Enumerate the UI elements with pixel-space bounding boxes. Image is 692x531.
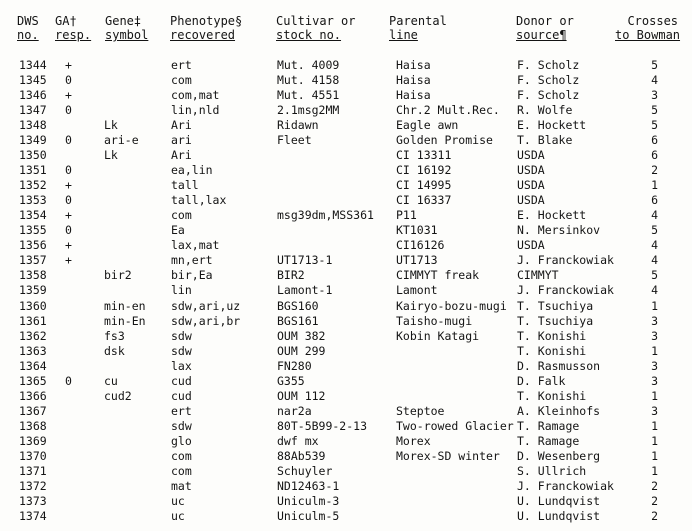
- crosses-count-cell: 1: [651, 298, 658, 313]
- parental-line-cell: Two-rowed Glacier: [396, 418, 514, 433]
- cultivar-stock-cell: G355: [277, 373, 305, 388]
- crosses-count-cell: 6: [651, 193, 658, 208]
- cultivar-stock-cell: Schuyler: [277, 463, 333, 478]
- parental-line-cell: Morex-SD winter: [396, 448, 500, 463]
- table-row: [0, 314, 692, 329]
- phenotype-cell: tall: [171, 178, 199, 193]
- cultivar-stock-cell: msg39dm,MSS361: [277, 208, 374, 223]
- header-gene-line2: symbol: [105, 28, 149, 42]
- phenotype-cell: Ari: [171, 118, 192, 133]
- cultivar-stock-cell: Uniculm-3: [277, 493, 340, 508]
- table-row: [0, 73, 692, 88]
- cultivar-stock-cell: 80T-5B99-2-13: [277, 418, 368, 433]
- phenotype-cell: mn,ert: [171, 253, 213, 268]
- parental-line-cell: Haisa: [396, 58, 431, 72]
- dws-number-cell: 1363: [19, 343, 47, 358]
- donor-source-cell: N. Mersinkov: [517, 223, 601, 238]
- phenotype-cell: tall,lax: [171, 193, 227, 208]
- phenotype-cell: uc: [171, 508, 185, 523]
- donor-source-cell: J. Franckowiak: [517, 478, 614, 493]
- cultivar-stock-cell: 88Ab539: [277, 448, 326, 463]
- table-row: [0, 404, 692, 419]
- phenotype-cell: sdw: [171, 328, 192, 343]
- phenotype-cell: cud: [171, 373, 192, 388]
- cultivar-stock-cell: 2.1msg2MM: [277, 103, 340, 118]
- table-row: [0, 449, 692, 464]
- donor-source-cell: F. Scholz: [517, 73, 580, 87]
- crosses-count-cell: 1: [651, 343, 658, 358]
- dws-number-cell: 1364: [19, 358, 47, 373]
- parental-line-cell: CI16126: [396, 238, 445, 253]
- header-gene-line1: Gene‡: [105, 14, 142, 28]
- crosses-count-cell: 5: [651, 103, 658, 118]
- crosses-count-cell: 5: [651, 223, 658, 238]
- ga-response-cell: +: [65, 238, 72, 253]
- table-row: [0, 118, 692, 133]
- ga-response-cell: +: [65, 208, 72, 223]
- donor-source-cell: CIMMYT: [517, 268, 559, 283]
- parental-line-cell: Morex: [396, 433, 431, 448]
- table-row: [0, 509, 692, 524]
- ga-response-cell: 0: [65, 73, 72, 87]
- gene-symbol-cell: cud2: [104, 388, 132, 403]
- crosses-count-cell: 2: [651, 493, 658, 508]
- cultivar-stock-cell: OUM 112: [277, 388, 326, 403]
- cultivar-stock-cell: Ridawn: [277, 118, 319, 133]
- crosses-count-cell: 1: [651, 433, 658, 448]
- phenotype-cell: uc: [171, 493, 185, 508]
- header-crosses-line1: Crosses: [627, 14, 679, 28]
- crosses-count-cell: 1: [651, 448, 658, 463]
- crosses-count-cell: 6: [651, 148, 658, 163]
- dws-number-cell: 1373: [19, 493, 47, 508]
- cultivar-stock-cell: Lamont-1: [277, 283, 333, 298]
- phenotype-cell: ea,lin: [171, 163, 213, 178]
- table-row: [0, 329, 692, 344]
- gene-symbol-cell: Lk: [104, 148, 118, 163]
- crosses-count-cell: 6: [651, 133, 658, 148]
- dws-number-cell: 1371: [19, 463, 47, 478]
- dws-number-cell: 1346: [19, 88, 47, 103]
- ga-response-cell: 0: [65, 103, 72, 118]
- cultivar-stock-cell: dwf mx: [277, 433, 319, 448]
- phenotype-cell: com: [171, 463, 192, 478]
- table-row: [0, 419, 692, 434]
- donor-source-cell: USDA: [517, 163, 545, 178]
- ga-response-cell: 0: [65, 193, 72, 208]
- crosses-count-cell: 3: [651, 88, 658, 103]
- ga-response-cell: 0: [65, 133, 72, 148]
- donor-source-cell: USDA: [517, 193, 545, 208]
- donor-source-cell: USDA: [517, 148, 545, 163]
- table-row: [0, 148, 692, 163]
- crosses-count-cell: 4: [651, 253, 658, 268]
- gene-symbol-cell: ari-e: [104, 133, 139, 148]
- dws-number-cell: 1354: [19, 208, 47, 223]
- phenotype-cell: lax,mat: [171, 238, 220, 253]
- parental-line-cell: CI 16337: [396, 193, 452, 208]
- donor-source-cell: USDA: [517, 238, 545, 253]
- cultivar-stock-cell: Mut. 4551: [277, 88, 340, 103]
- header-ga-resp: [55, 14, 91, 42]
- table-row: [0, 344, 692, 359]
- gene-symbol-cell: bir2: [104, 268, 132, 283]
- ga-response-cell: +: [65, 88, 72, 103]
- phenotype-cell: com,mat: [171, 88, 220, 103]
- header-dws-line2: no.: [17, 28, 39, 42]
- table-row: [0, 178, 692, 193]
- header-phenotype-line1: Phenotype§: [170, 14, 243, 28]
- table-row: [0, 479, 692, 494]
- crosses-count-cell: 2: [651, 508, 658, 523]
- header-cultivar-line2: stock no.: [276, 28, 342, 42]
- table-row: [0, 103, 692, 118]
- cultivar-stock-cell: BGS161: [277, 313, 319, 328]
- dws-number-cell: 1352: [19, 178, 47, 193]
- dws-number-cell: 1367: [19, 403, 47, 418]
- crosses-count-cell: 5: [651, 58, 658, 72]
- ga-response-cell: +: [65, 178, 72, 193]
- donor-source-cell: D. Wesenberg: [517, 448, 601, 463]
- parental-line-cell: Golden Promise: [396, 133, 493, 148]
- phenotype-cell: ert: [171, 403, 192, 418]
- header-phenotype: [170, 14, 242, 42]
- phenotype-cell: lax: [171, 358, 192, 373]
- donor-source-cell: T. Ramage: [517, 433, 580, 448]
- donor-source-cell: J. Franckowiak: [517, 283, 614, 298]
- phenotype-cell: cud: [171, 388, 192, 403]
- cultivar-stock-cell: Mut. 4009: [277, 58, 340, 72]
- cultivar-stock-cell: UT1713-1: [277, 253, 333, 268]
- donor-source-cell: E. Hockett: [517, 208, 587, 223]
- cultivar-stock-cell: ND12463-1: [277, 478, 340, 493]
- dws-number-cell: 1361: [19, 313, 47, 328]
- phenotype-cell: Ari: [171, 148, 192, 163]
- header-dws-line1: DWS: [17, 14, 39, 28]
- cultivar-stock-cell: Fleet: [277, 133, 312, 148]
- dws-number-cell: 1350: [19, 148, 47, 163]
- table-row: [0, 88, 692, 103]
- phenotype-cell: sdw: [171, 418, 192, 433]
- phenotype-cell: sdw: [171, 343, 192, 358]
- phenotype-cell: Ea: [171, 223, 185, 238]
- dws-number-cell: 1370: [19, 448, 47, 463]
- phenotype-cell: lin,nld: [171, 103, 220, 118]
- dws-number-cell: 1349: [19, 133, 47, 148]
- phenotype-cell: sdw,ari,br: [171, 313, 241, 328]
- header-donor: [516, 14, 574, 42]
- header-cultivar: [276, 14, 355, 42]
- header-ga-line1: GA†: [55, 14, 77, 28]
- parental-line-cell: Kobin Katagi: [396, 328, 480, 343]
- header-crosses-line2: to Bowman: [615, 28, 681, 42]
- parental-line-cell: Chr.2 Mult.Rec.: [396, 103, 500, 118]
- crosses-count-cell: 1: [651, 418, 658, 433]
- donor-source-cell: T. Ramage: [517, 418, 580, 433]
- donor-source-cell: F. Scholz: [517, 88, 580, 103]
- crosses-count-cell: 3: [651, 373, 658, 388]
- parental-line-cell: CI 14995: [396, 178, 452, 193]
- phenotype-cell: bir,Ea: [171, 268, 213, 283]
- table-row: [0, 163, 692, 178]
- table-row: [0, 494, 692, 509]
- dws-number-cell: 1372: [19, 478, 47, 493]
- dws-number-cell: 1368: [19, 418, 47, 433]
- dws-number-cell: 1365: [19, 373, 47, 388]
- donor-source-cell: U. Lundqvist: [517, 493, 601, 508]
- header-phenotype-line2: recovered: [170, 28, 236, 42]
- cultivar-stock-cell: BIR2: [277, 268, 305, 283]
- crosses-count-cell: 1: [651, 388, 658, 403]
- crosses-count-cell: 4: [651, 283, 658, 298]
- table-row: [0, 133, 692, 148]
- donor-source-cell: T. Blake: [517, 133, 573, 148]
- donor-source-cell: USDA: [517, 178, 545, 193]
- header-ga-line2: resp.: [55, 28, 92, 42]
- table-row: [0, 283, 692, 298]
- phenotype-cell: mat: [171, 478, 192, 493]
- donor-source-cell: D. Rasmusson: [517, 358, 601, 373]
- ga-response-cell: 0: [65, 163, 72, 178]
- cultivar-stock-cell: FN280: [277, 358, 312, 373]
- parental-line-cell: Eagle awn: [396, 118, 459, 133]
- table-row: [0, 193, 692, 208]
- table-row: [0, 464, 692, 479]
- dws-number-cell: 1347: [19, 103, 47, 118]
- gene-symbol-cell: fs3: [104, 328, 125, 343]
- table-row: [0, 208, 692, 223]
- gene-symbol-cell: min-en: [104, 298, 146, 313]
- cultivar-stock-cell: BGS160: [277, 298, 319, 313]
- phenotype-cell: glo: [171, 433, 192, 448]
- phenotype-cell: lin: [171, 283, 192, 298]
- gene-symbol-cell: min-En: [104, 313, 146, 328]
- crosses-count-cell: 5: [651, 268, 658, 283]
- donor-source-cell: T. Tsuchiya: [517, 298, 594, 313]
- header-dws-no: [17, 14, 39, 42]
- header-donor-line1: Donor or: [516, 14, 574, 28]
- cultivar-stock-cell: OUM 299: [277, 343, 326, 358]
- crosses-count-cell: 4: [651, 73, 658, 87]
- gene-symbol-cell: cu: [104, 373, 118, 388]
- cultivar-stock-cell: Mut. 4158: [277, 73, 340, 87]
- table-row: [0, 58, 692, 73]
- table-row: [0, 253, 692, 268]
- gene-symbol-cell: Lk: [104, 118, 118, 133]
- ga-response-cell: +: [65, 58, 72, 72]
- phenotype-cell: com: [171, 448, 192, 463]
- table-row: [0, 434, 692, 449]
- parental-line-cell: Haisa: [396, 88, 431, 103]
- parental-line-cell: Taisho-mugi: [396, 313, 473, 328]
- header-donor-line2: source¶: [516, 28, 567, 42]
- donor-source-cell: T. Konishi: [517, 343, 587, 358]
- ga-response-cell: +: [65, 253, 72, 268]
- table-row: [0, 238, 692, 253]
- dws-number-cell: 1351: [19, 163, 47, 178]
- parental-line-cell: Steptoe: [396, 403, 445, 418]
- parental-line-cell: P11: [396, 208, 417, 223]
- dws-number-cell: 1344: [19, 58, 47, 72]
- dws-number-cell: 1348: [19, 118, 47, 133]
- crosses-count-cell: 3: [651, 358, 658, 373]
- crosses-count-cell: 3: [651, 403, 658, 418]
- dws-number-cell: 1362: [19, 328, 47, 343]
- phenotype-cell: sdw,ari,uz: [171, 298, 241, 313]
- donor-source-cell: T. Tsuchiya: [517, 313, 594, 328]
- donor-source-cell: U. Lundqvist: [517, 508, 601, 523]
- header-gene-symbol: [105, 14, 148, 42]
- donor-source-cell: T. Konishi: [517, 388, 587, 403]
- header-parental-line2: line: [389, 28, 418, 42]
- parental-line-cell: Kairyo-bozu-mugi: [396, 298, 507, 313]
- phenotype-cell: com: [171, 73, 192, 87]
- crosses-count-cell: 2: [651, 478, 658, 493]
- table-row: [0, 359, 692, 374]
- dws-number-cell: 1345: [19, 73, 47, 87]
- phenotype-cell: com: [171, 208, 192, 223]
- dws-number-cell: 1355: [19, 223, 47, 238]
- crosses-count-cell: 4: [651, 238, 658, 253]
- donor-source-cell: D. Falk: [517, 373, 566, 388]
- parental-line-cell: CI 16192: [396, 163, 452, 178]
- dws-number-cell: 1374: [19, 508, 47, 523]
- donor-source-cell: T. Konishi: [517, 328, 587, 343]
- table-row: [0, 223, 692, 238]
- cultivar-stock-cell: nar2a: [277, 403, 312, 418]
- ga-response-cell: 0: [65, 373, 72, 388]
- gene-symbol-cell: dsk: [104, 343, 125, 358]
- parental-line-cell: Lamont: [396, 283, 438, 298]
- dws-number-cell: 1359: [19, 283, 47, 298]
- donor-source-cell: E. Hockett: [517, 118, 587, 133]
- header-cultivar-line1: Cultivar or: [276, 14, 356, 28]
- donor-source-cell: R. Wolfe: [517, 103, 573, 118]
- dws-number-cell: 1369: [19, 433, 47, 448]
- crosses-count-cell: 2: [651, 163, 658, 178]
- parental-line-cell: UT1713: [396, 253, 438, 268]
- header-parental-line1: Parental: [389, 14, 447, 28]
- dws-number-cell: 1360: [19, 298, 47, 313]
- ga-response-cell: 0: [65, 223, 72, 238]
- parental-line-cell: CIMMYT freak: [396, 268, 480, 283]
- header-parental-line: [389, 14, 447, 42]
- donor-source-cell: J. Franckowiak: [517, 253, 614, 268]
- parental-line-cell: KT1031: [396, 223, 438, 238]
- table-row: [0, 374, 692, 389]
- crosses-count-cell: 1: [651, 178, 658, 193]
- parental-line-cell: CI 13311: [396, 148, 452, 163]
- cultivar-stock-cell: OUM 382: [277, 328, 326, 343]
- table-row: [0, 389, 692, 404]
- crosses-count-cell: 3: [651, 313, 658, 328]
- crosses-count-cell: 3: [651, 328, 658, 343]
- header-crosses: [615, 14, 680, 42]
- table-row: [0, 299, 692, 314]
- donor-source-cell: S. Ullrich: [517, 463, 587, 478]
- table-row: [0, 268, 692, 283]
- crosses-count-cell: 5: [651, 118, 658, 133]
- crosses-count-cell: 1: [651, 463, 658, 478]
- crosses-count-cell: 4: [651, 208, 658, 223]
- cultivar-stock-cell: Uniculm-5: [277, 508, 340, 523]
- dws-number-cell: 1357: [19, 253, 47, 268]
- donor-source-cell: A. Kleinhofs: [517, 403, 601, 418]
- dws-number-cell: 1356: [19, 238, 47, 253]
- dws-number-cell: 1358: [19, 268, 47, 283]
- phenotype-cell: ert: [171, 58, 192, 72]
- parental-line-cell: Haisa: [396, 73, 431, 87]
- phenotype-cell: ari: [171, 133, 192, 148]
- donor-source-cell: F. Scholz: [517, 58, 580, 72]
- dws-number-cell: 1366: [19, 388, 47, 403]
- dws-number-cell: 1353: [19, 193, 47, 208]
